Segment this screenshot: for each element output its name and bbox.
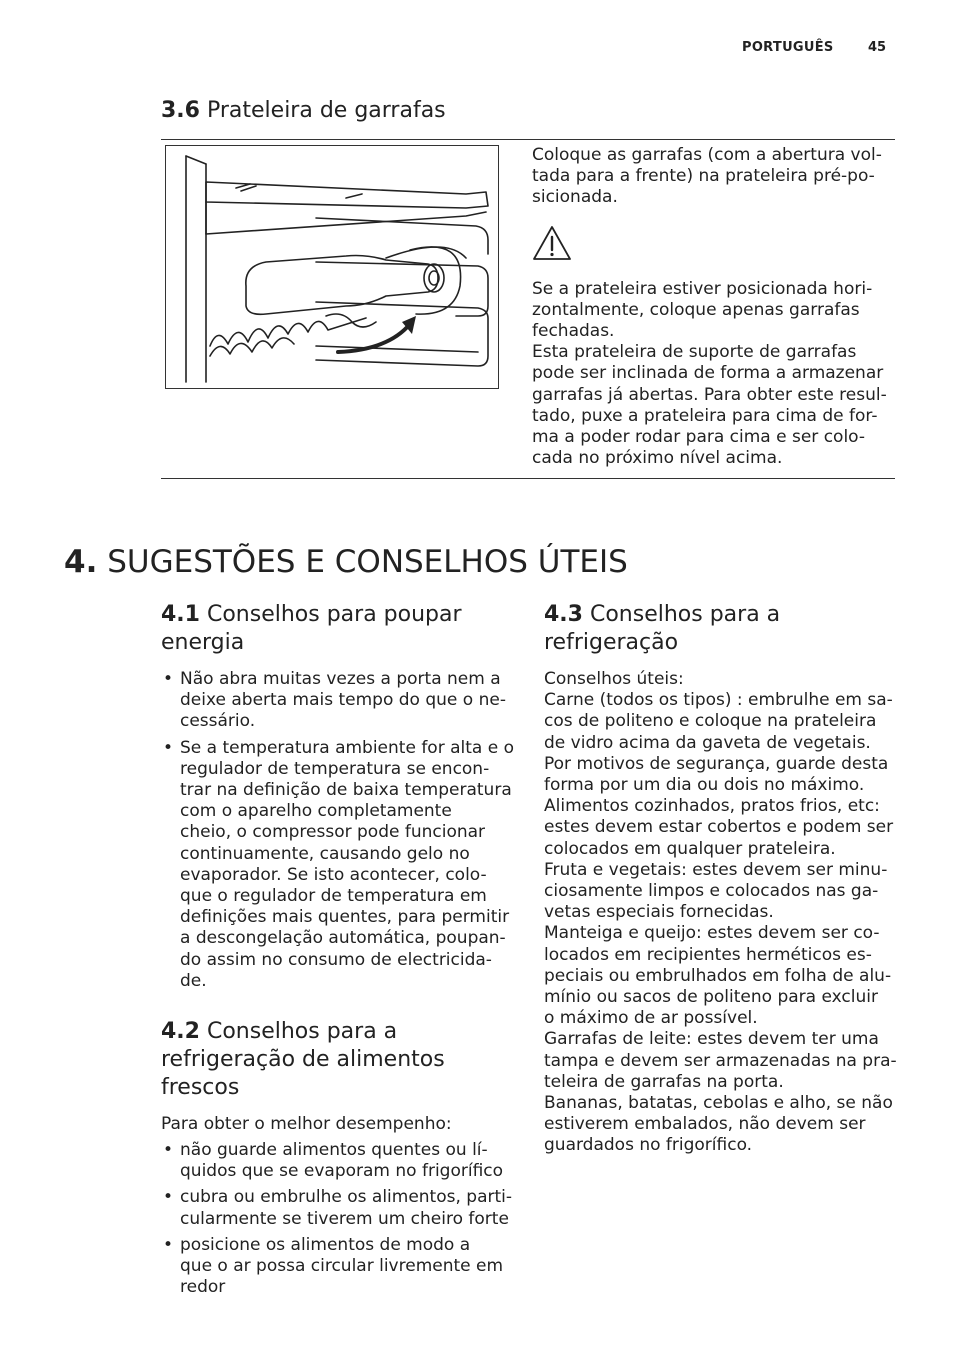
list-item: • não guarde alimentos quentes ou lí- quidos que se evaporam no frigorífico [161, 1140, 521, 1182]
list-item: • Não abra muitas vezes a porta nem a deixe aberta mais tempo do que o ne- cessário. [161, 669, 521, 733]
chapter-title: SUGESTÕES E CONSELHOS ÚTEIS [107, 544, 628, 580]
refrigeration-tips-text: Conselhos úteis: Carne (todos os tipos) : embrulhe em sa- cos de politeno e coloque na prateleira de vidro acima da gaveta de vegetais. Por motivos de segurança, guarde desta forma por um dia ou dois no máximo. Alimentos cozinhados, pratos frios, etc: estes devem estar cobertos e podem ser colocados em qualquer prateleira. Fruta e vegetais: estes devem ser minu- ciosamente limpos e colocados nas ga- vetas especiais fornecidas. Manteiga e queijo: estes devem ser co- locados em recipientes herméticos es- peciais ou embrulhados em folha de alu- mínio ou sacos de politeno para excluir o máximo de ar possível. Garrafas de leite: estes devem ter uma tampa e devem ser armazenadas na pra- teleira de garrafas na porta. Bananas, batatas, cebolas e alho, se não estiverem embalados, não devem ser guardados no frigorífico. [544, 669, 897, 1156]
section-title: Conselhos para a refrigeração [544, 602, 781, 655]
list-item: • Se a temperatura ambiente for alta e o regulador de temperatura se encon- trar na definição de baixa temperatura com o aparelho completamente cheio, o compressor pode funcionar continuamente, causando gelo no evaporador. Se isto acontecer, colo- que o regulador de temperatura em definições mais quentes, para permitir a descongelação automática, poupan- do assim no consumo de electricida- de. [161, 738, 521, 992]
bottle-shelf-illustration [165, 145, 499, 389]
section-3-6-text [532, 145, 894, 469]
list-item: • posicione os alimentos de modo a que o ar possa circular livremente em redor [161, 1235, 521, 1299]
section-4-3-heading [544, 601, 904, 657]
header-language: PORTUGUÊS [742, 40, 834, 55]
table-top-rule [161, 139, 895, 140]
warning-text: Se a prateleira estiver posicionada hori- zontalmente, coloque apenas garrafas fechadas. Esta prateleira de suporte de garrafas pode ser inclinada de forma a armazenar garrafas já abertas. Para obter este resul- tado, puxe a prateleira para cima de for- ma a poder rodar para cima e ser colo- cada no próximo nível acima. [532, 278, 887, 469]
chapter-4-heading [64, 542, 628, 582]
warning-triangle-icon [532, 225, 572, 261]
page-number: 45 [868, 40, 887, 55]
list-item: • cubra ou embrulhe os alimentos, parti- cularmente se tiverem um cheiro forte [161, 1187, 521, 1229]
bottle-shelf-drawing [166, 146, 498, 388]
section-number: 4.1 [161, 602, 200, 627]
section-title: Conselhos para a refrigeração de alimentos frescos [161, 1019, 445, 1100]
section-3-6-heading [161, 97, 446, 125]
section-number: 4.2 [161, 1019, 200, 1044]
section-title: Conselhos para poupar energia [161, 602, 462, 655]
section-number: 4.3 [544, 602, 583, 627]
section-4-2-heading [161, 1018, 521, 1102]
fresh-food-intro: Para obter o melhor desempenho: [161, 1114, 452, 1134]
section-number: 3.6 [161, 98, 200, 123]
table-bottom-rule [161, 478, 895, 479]
energy-saving-list [161, 669, 521, 997]
fresh-food-list [161, 1140, 521, 1303]
section-4-1-heading [161, 601, 521, 657]
chapter-number: 4. [64, 544, 98, 580]
bottle-shelf-intro: Coloque as garrafas (com a abertura vol- tada para a frente) na prateleira pré-po- sicionada. [532, 145, 882, 208]
section-title: Prateleira de garrafas [206, 98, 446, 123]
